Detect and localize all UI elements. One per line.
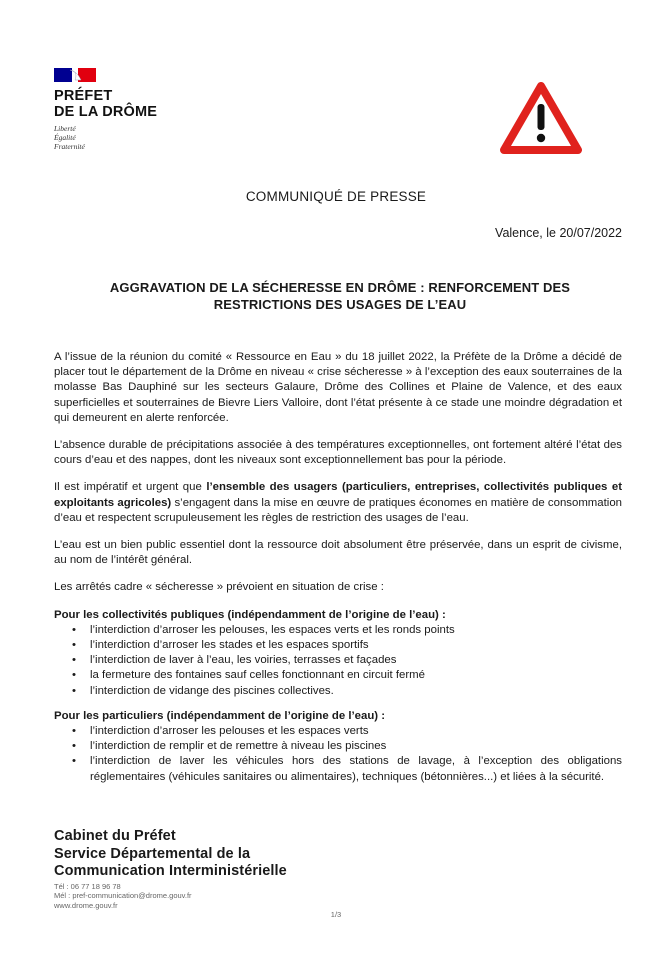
bullet: • bbox=[72, 623, 76, 636]
appeal-rest: s’engagent dans la mise en œuvre de pratiques économes en matière de consommation d’eau et respectent scrupuleusement les règles de restriction des usages de l’eau. bbox=[54, 496, 622, 524]
republic-motto bbox=[54, 124, 204, 151]
prefet-logo bbox=[54, 68, 204, 151]
document-type: COMMUNIQUÉ DE PRESSE bbox=[245, 189, 427, 204]
list-item bbox=[54, 668, 622, 683]
particuliers-list bbox=[54, 724, 622, 785]
date-line: Valence, le 20/07/2022 bbox=[495, 226, 622, 240]
collectivites-list bbox=[54, 623, 622, 699]
list-item-text: l’interdiction de remplir et de remettre à niveau les piscines bbox=[90, 740, 387, 753]
appeal-users: l’ensemble des usagers (particuliers, entreprises, collectivités publiques et exploitants agricoles) bbox=[54, 481, 623, 509]
list-item bbox=[54, 653, 622, 668]
bullet: • bbox=[72, 755, 76, 768]
prefet-title-line1: PRÉFET bbox=[54, 88, 113, 104]
particuliers-title: Pour les particuliers (indépendamment de l’origine de l’eau) : bbox=[54, 709, 386, 722]
body-text bbox=[54, 350, 622, 795]
footer-tel: Tél : 06 77 18 96 78 bbox=[54, 881, 121, 891]
bullet: • bbox=[72, 740, 76, 753]
list-item bbox=[54, 724, 622, 739]
bullet: • bbox=[72, 654, 76, 667]
list-item-text: l’interdiction de vidange des piscines collectives. bbox=[90, 684, 334, 697]
list-item-text: l’interdiction de laver les véhicules hors des stations de lavage, à l’exception des obligations réglementaires (véhicules sanitaires ou alimentaires), techniques (bétonnières...) et liées à la sécurité. bbox=[90, 755, 622, 783]
title-line1: AGGRAVATION DE LA SÉCHERESSE EN DRÔME : RENFORCEMENT DES bbox=[109, 280, 571, 295]
paragraph-public-good: L’eau est un bien public essentiel dont la ressource doit absolument être préservée, dans un esprit de civisme, au nom de l’intérêt général. bbox=[54, 539, 622, 567]
footer-line3: Communication Interministérielle bbox=[54, 863, 287, 879]
paragraph-causes: L’absence durable de précipitations associée à des températures exceptionnelles, ont fortement altéré l’état des cours d’eau et des nappes, dont les niveaux sont exceptionnellement bas pour la période. bbox=[54, 439, 622, 467]
collectivites-title: Pour les collectivités publiques (indépendamment de l’origine de l’eau) : bbox=[54, 608, 446, 621]
footer-email-link[interactable]: Mél : pref-communication@drome.gouv.fr bbox=[54, 891, 192, 900]
motto-fraternite: Fraternité bbox=[54, 142, 85, 151]
prefet-title-line2: DE LA DRÔME bbox=[54, 104, 158, 120]
list-item bbox=[54, 754, 622, 784]
list-item bbox=[54, 623, 622, 638]
list-item-text: l’interdiction de laver à l’eau, les voiries, terrasses et façades bbox=[90, 654, 397, 667]
list-item-text: l’interdiction d’arroser les pelouses, les espaces verts et les ronds points bbox=[90, 623, 455, 636]
footer-contact bbox=[54, 828, 454, 910]
bullet: • bbox=[72, 669, 76, 682]
list-item bbox=[54, 739, 622, 754]
motto-egalite: Égalité bbox=[54, 133, 76, 142]
appeal-intro: Il est impératif et urgent que bbox=[54, 481, 207, 494]
motto-liberte: Liberté bbox=[54, 124, 76, 133]
title-line2: RESTRICTIONS DES USAGES DE L’EAU bbox=[213, 297, 467, 312]
paragraph-arretes: Les arrêtés cadre « sécheresse » prévoient en situation de crise : bbox=[54, 581, 384, 594]
list-item-text: l’interdiction d’arroser les stades et les espaces sportifs bbox=[90, 639, 369, 652]
footer-line1: Cabinet du Préfet bbox=[54, 828, 176, 844]
bullet: • bbox=[72, 639, 76, 652]
marianne-flag-icon bbox=[54, 68, 96, 82]
list-item-text: l’interdiction d’arroser les pelouses et les espaces verts bbox=[90, 725, 369, 738]
paragraph-decision: A l’issue de la réunion du comité « Ressource en Eau » du 18 juillet 2022, la Préfète de la Drôme a décidé de placer tout le département de la Drôme en niveau « crise sécheresse » à l’exception des eaux souterraines de la molasse Bas Dauphiné sur les secteurs Galaure, Drôme des Collines et Plaine de Valence, et des eaux superficielles et souterraines de Bievre Liers Valloire, dont l’état présente à ce stade une moindre dégradation et qui demeurent en alerte renforcée. bbox=[54, 351, 622, 424]
warning-triangle-icon bbox=[500, 82, 582, 154]
footer-website-link[interactable]: www.drome.gouv.fr bbox=[54, 900, 118, 910]
list-item bbox=[54, 684, 622, 699]
paragraph-appeal bbox=[54, 480, 622, 526]
press-release-title bbox=[90, 279, 590, 313]
list-item bbox=[54, 638, 622, 653]
page-number: 1/3 bbox=[330, 910, 342, 919]
bullet: • bbox=[72, 684, 76, 697]
footer-service bbox=[54, 828, 454, 881]
prefet-title bbox=[54, 88, 204, 120]
bullet: • bbox=[72, 725, 76, 738]
footer-line2: Service Départemental de la bbox=[54, 845, 251, 862]
footer-contact-details bbox=[54, 882, 454, 911]
list-item-text: la fermeture des fontaines sauf celles fonctionnant en circuit fermé bbox=[90, 669, 425, 682]
